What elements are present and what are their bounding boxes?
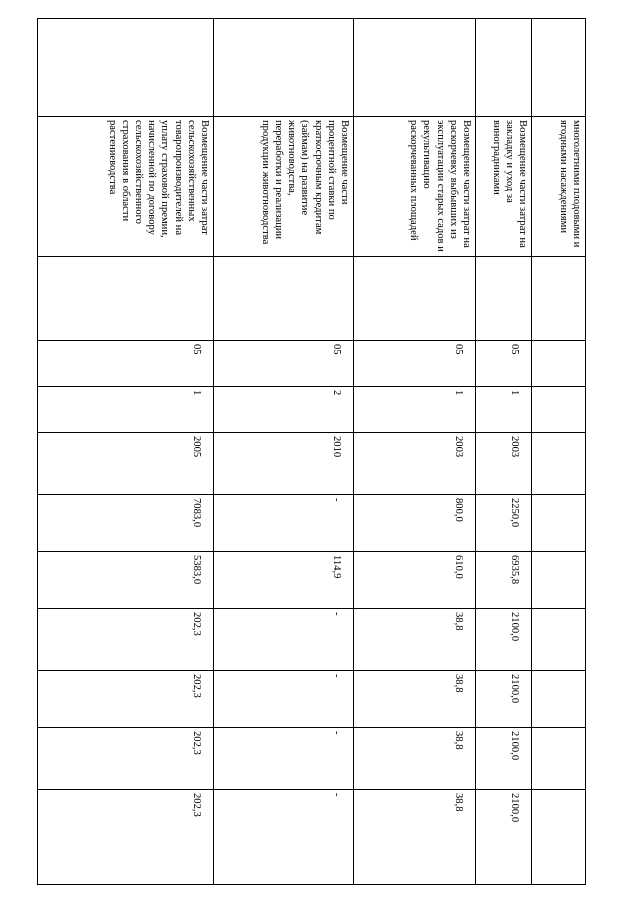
table-cell: 202,3	[38, 671, 214, 728]
rotated-table-container	[38, 18, 586, 884]
table-cell: 202,3	[38, 728, 214, 790]
table-cell: -	[214, 671, 354, 728]
table-cell: -	[214, 495, 354, 552]
row-name-cell: многолетними плодовыми и ягодными насаждениями	[532, 117, 586, 257]
table-cell: 114,9	[214, 552, 354, 609]
table-cell: 7083,0	[38, 495, 214, 552]
table-row	[532, 19, 586, 885]
table-cell	[532, 728, 586, 790]
row-name-cell: Возмещение части затрат на закладку и уход за виноградниками	[476, 117, 532, 257]
row-name-cell: Возмещение части процентной ставки по краткосрочным кредитам (займам) на развитие животноводства, переработки и реализации продукции животноводства	[214, 117, 354, 257]
table-cell: 202,3	[38, 790, 214, 885]
table-cell: 2100,0	[476, 671, 532, 728]
table-cell	[214, 257, 354, 341]
table-cell: 1	[38, 387, 214, 433]
table-cell: 2010	[214, 433, 354, 495]
table-cell: 2100,0	[476, 728, 532, 790]
table-cell	[532, 609, 586, 671]
table-cell: 610,0	[354, 552, 476, 609]
table-cell	[532, 387, 586, 433]
cell-empty	[476, 19, 532, 117]
cell-empty	[214, 19, 354, 117]
table-row	[354, 19, 476, 885]
table-cell: 2003	[354, 433, 476, 495]
row-name-cell: Возмещение части затрат на раскорчевку выбывших из эксплуатации старых садов и рекультивацию раскорчеванных площадей	[354, 117, 476, 257]
table-cell	[532, 433, 586, 495]
row-name-cell: Возмещение части затрат сельскохозяйственных товаропроизводителей на уплату страховой премии, начисленной по договору сельскохозяйственного страхования в области растениеводства	[38, 117, 214, 257]
table-cell	[476, 257, 532, 341]
table-cell: 202,3	[38, 609, 214, 671]
table-cell: -	[214, 728, 354, 790]
table-cell: 05	[354, 341, 476, 387]
table-cell: 05	[38, 341, 214, 387]
table-cell	[532, 790, 586, 885]
table-cell: 38,8	[354, 671, 476, 728]
table-cell: 800,0	[354, 495, 476, 552]
table-cell	[354, 257, 476, 341]
table-cell	[532, 257, 586, 341]
table-cell: 2	[214, 387, 354, 433]
table-cell: 6935,8	[476, 552, 532, 609]
subsidy-table	[37, 18, 586, 885]
cell-empty	[532, 19, 586, 117]
table-cell: -	[214, 609, 354, 671]
table-cell: 2100,0	[476, 609, 532, 671]
table-cell	[532, 341, 586, 387]
table-cell: 05	[214, 341, 354, 387]
table-cell: 38,8	[354, 728, 476, 790]
table-cell: 38,8	[354, 790, 476, 885]
table-cell: 2250,0	[476, 495, 532, 552]
table-cell: 05	[476, 341, 532, 387]
table-cell: 5383,0	[38, 552, 214, 609]
cell-empty	[38, 19, 214, 117]
table-cell: 2005	[38, 433, 214, 495]
table-row	[214, 19, 354, 885]
table-cell	[38, 257, 214, 341]
table-cell: 1	[476, 387, 532, 433]
table-cell	[532, 671, 586, 728]
cell-empty	[354, 19, 476, 117]
table-cell: 1	[354, 387, 476, 433]
table-cell: 2100,0	[476, 790, 532, 885]
table-cell: 2003	[476, 433, 532, 495]
table-cell	[532, 552, 586, 609]
table-row	[476, 19, 532, 885]
table-row	[38, 19, 214, 885]
table-cell: 38,8	[354, 609, 476, 671]
table-cell: -	[214, 790, 354, 885]
table-cell	[532, 495, 586, 552]
